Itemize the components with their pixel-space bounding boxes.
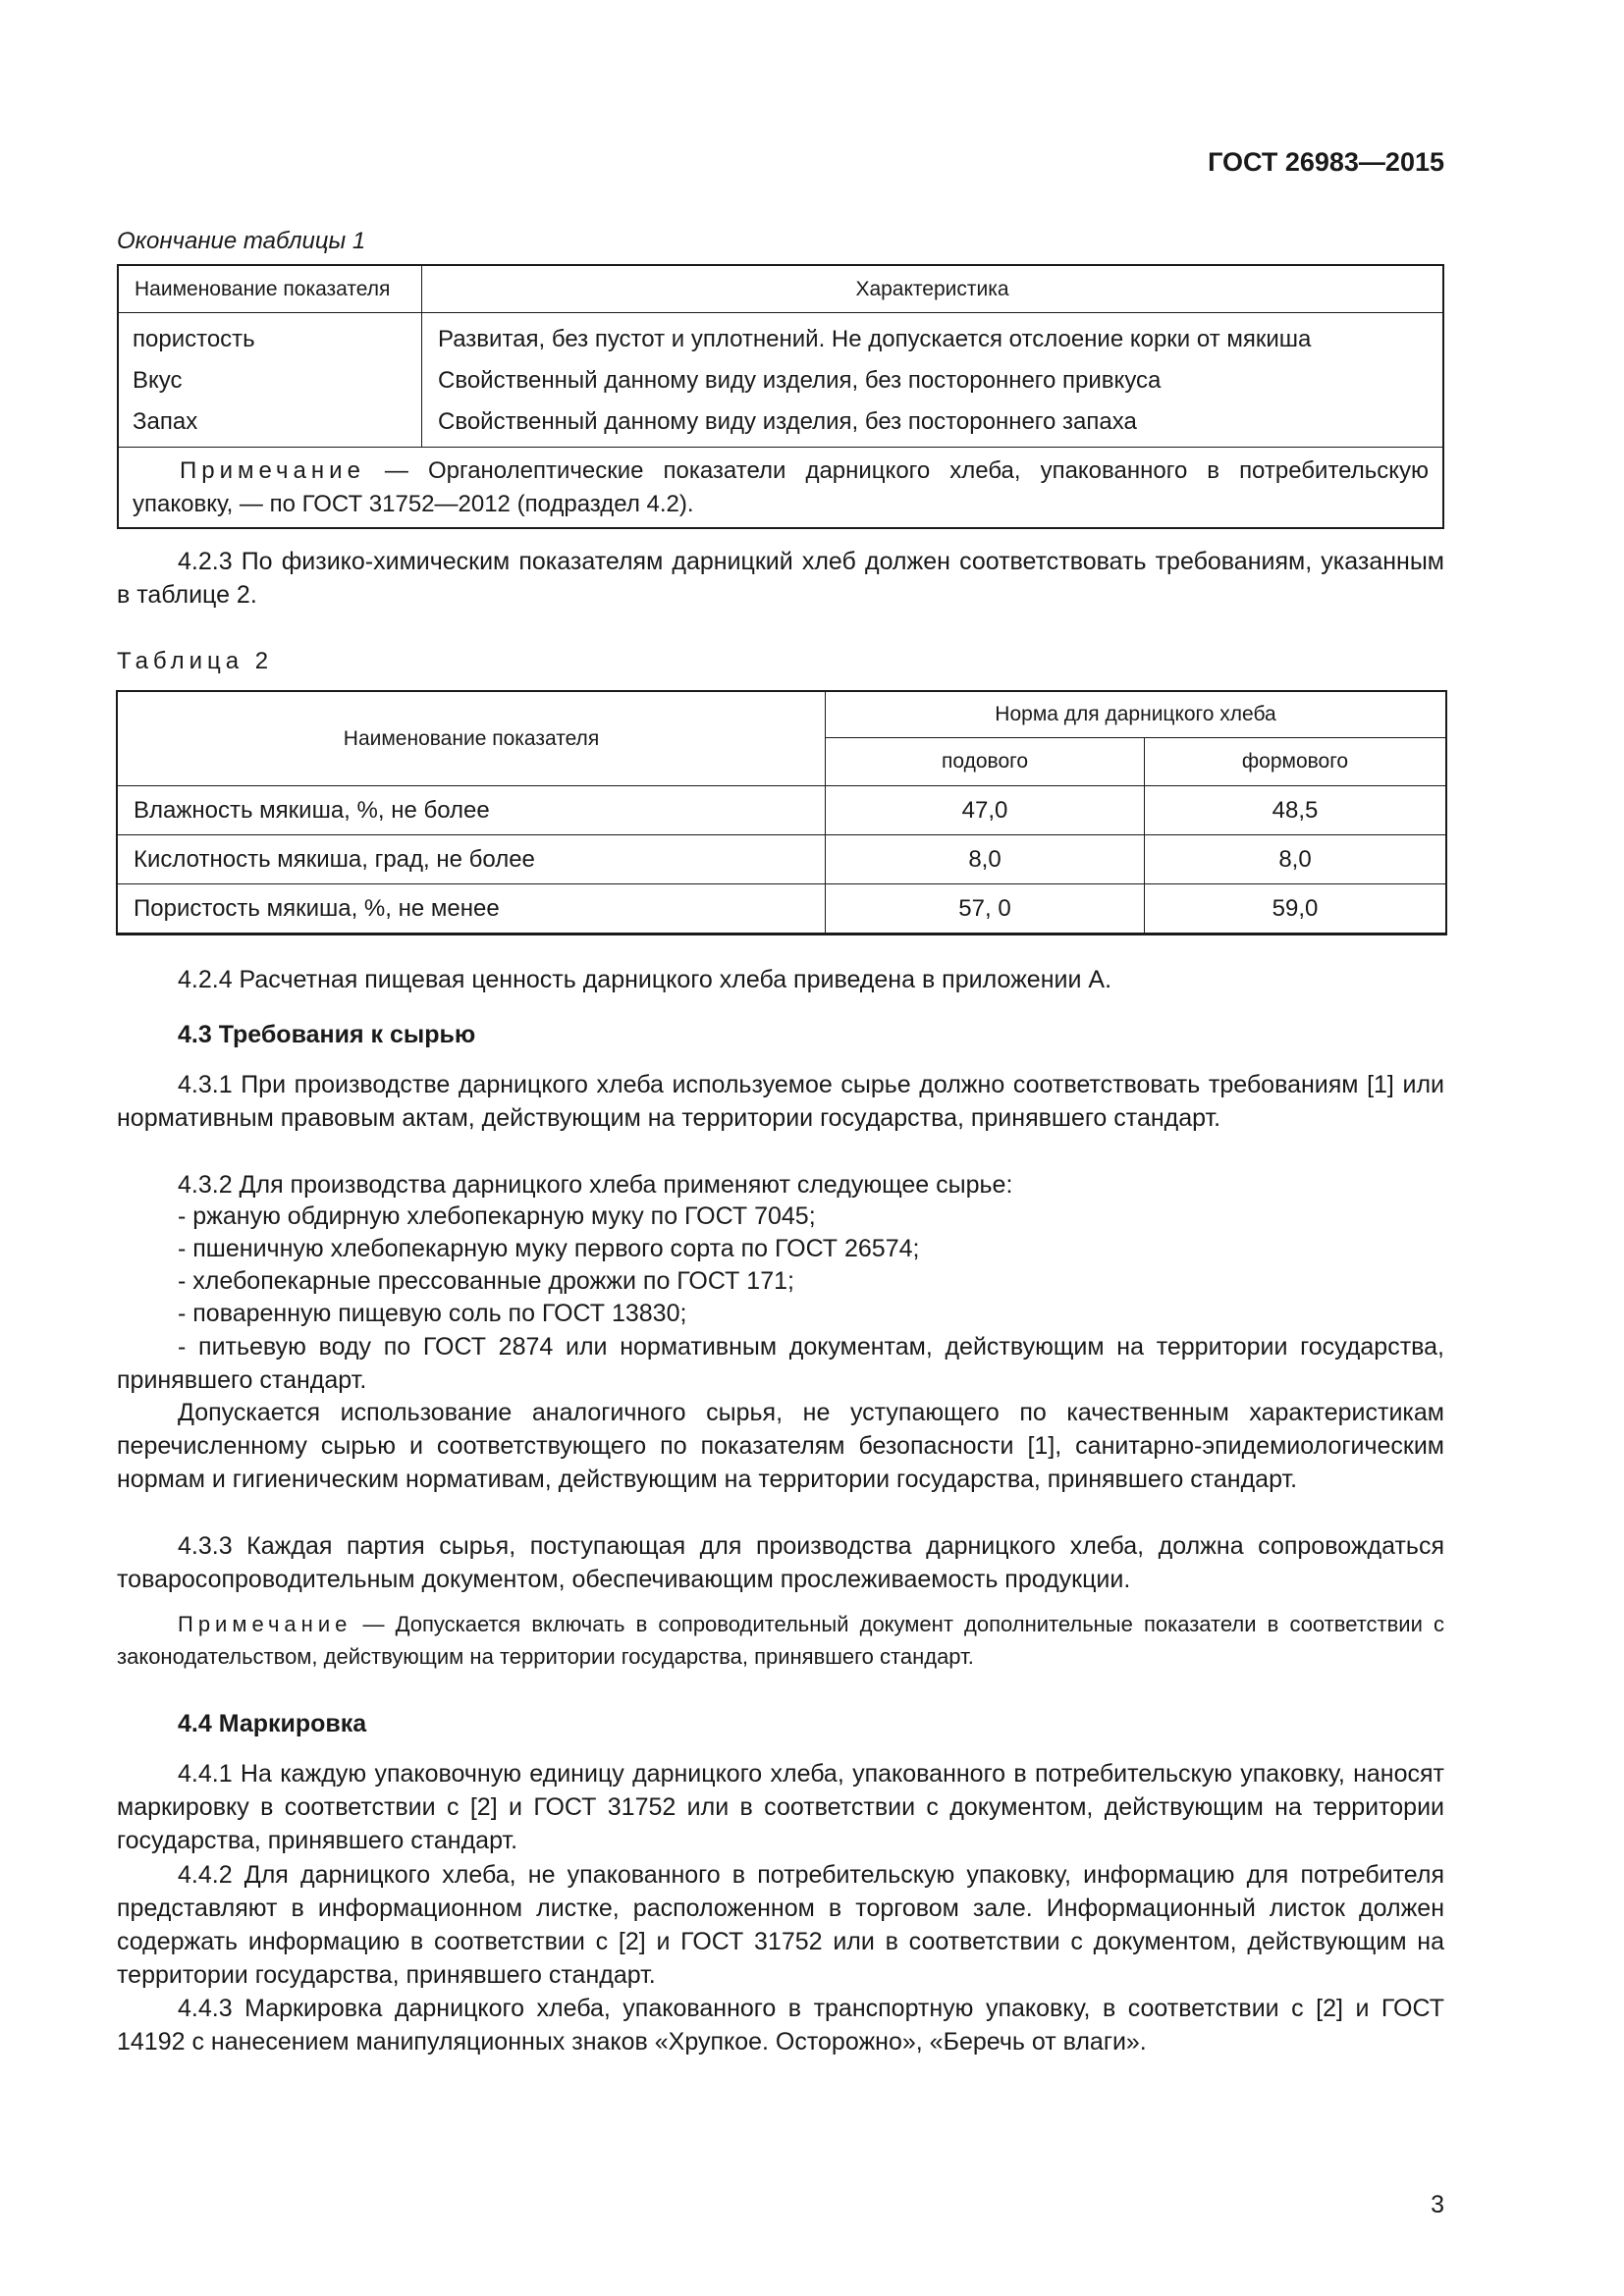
table1-row-name: пористость — [133, 326, 255, 352]
table2-sub-header-podovoy: подового — [826, 738, 1145, 786]
table1-body — [119, 313, 1442, 448]
note-label: Примечание — [178, 1612, 352, 1636]
table1-row-value: Свойственный данному виду изделия, без постороннего запаха — [438, 408, 1137, 435]
note-text: — Органолептические показатели дарницкого хлеба, упакованного в потребительскую упаковку, — по ГОСТ 31752—2012 (подраздел 4.2). — [133, 457, 1429, 517]
table-row — [118, 884, 1446, 934]
table-row — [118, 835, 1446, 884]
table1-col1-header: Наименование показателя — [119, 266, 422, 312]
table-row — [118, 786, 1446, 835]
paragraph-4-3-1: 4.3.1 При производстве дарницкого хлеба используемое сырье должно соответствовать требованиям [1] или нормативным правовым актам, действующим на территории государства, принявшего стандарт. — [117, 1071, 1444, 1132]
note-label: Примечание — [180, 457, 365, 484]
note-text: — Допускается включать в сопроводительный документ дополнительные показатели в соответствии с законодательством, действующим на территории государства, принявшего стандарт. — [117, 1612, 1444, 1669]
list-item: - поваренную пищевую соль по ГОСТ 13830; — [178, 1300, 687, 1327]
table1-note — [119, 448, 1442, 527]
list-item: - питьевую воду по ГОСТ 2874 или нормативным документам, действующим на территории государства, принявшего стандарт. — [117, 1333, 1444, 1394]
table2-row-value: 8,0 — [826, 835, 1145, 884]
table2-row-name: Кислотность мякиша, град, не более — [118, 835, 826, 884]
paragraph-4-3-3: 4.3.3 Каждая партия сырья, поступающая для производства дарницкого хлеба, должна сопровождаться товаросопроводительным документом, обеспечивающим прослеживаемость продукции. — [117, 1532, 1444, 1593]
table1-row-name: Вкус — [133, 367, 183, 394]
paragraph-4-4-1: 4.4.1 На каждую упаковочную единицу дарницкого хлеба, упакованного в потребительскую упаковку, наносят маркировку в соответствии с [2] и ГОСТ 31752 или в соответствии с документом, действующим на территории государства, принявшего стандарт. — [117, 1760, 1444, 1854]
section-4-4-title: 4.4 Маркировка — [178, 1710, 367, 1737]
document-id: ГОСТ 26983—2015 — [1208, 147, 1444, 177]
paragraph-4-3-2: 4.3.2 Для производства дарницкого хлеба применяют следующее сырье: — [178, 1171, 1013, 1199]
table2 — [117, 691, 1446, 934]
table2-group-header: Норма для дарницкого хлеба — [826, 692, 1446, 738]
section-4-3-note — [117, 1608, 1444, 1673]
table1 — [117, 264, 1444, 529]
table2-caption: Таблица 2 — [117, 648, 274, 674]
section-4-3-title: 4.3 Требования к сырью — [178, 1021, 476, 1048]
table1-header-row — [119, 266, 1442, 313]
table2-row-name: Влажность мякиша, %, не более — [118, 786, 826, 835]
table1-caption: Окончание таблицы 1 — [117, 228, 366, 254]
table1-row-name: Запах — [133, 408, 198, 435]
table2-col1-header: Наименование показателя — [118, 692, 826, 786]
table1-col2-header: Характеристика — [855, 277, 1009, 300]
paragraph-4-4-2: 4.4.2 Для дарницкого хлеба, не упакованного в потребительскую упаковку, информацию для потребителя представляют в информационном листке, расположенном в торговом зале. Информационный листок должен содержать информацию в соответствии с [2] и ГОСТ 31752 или в соответствии с документом, действующим на территории государства, принявшего стандарт. — [117, 1861, 1444, 1989]
list-item: - пшеничную хлебопекарную муку первого сорта по ГОСТ 26574; — [178, 1235, 920, 1262]
list-item: - ржаную обдирную хлебопекарную муку по ГОСТ 7045; — [178, 1202, 816, 1230]
table2-row-value: 59,0 — [1145, 884, 1446, 934]
list-item: - хлебопекарные прессованные дрожжи по ГОСТ 171; — [178, 1267, 794, 1295]
table2-row-value: 57, 0 — [826, 884, 1145, 934]
table2-row-value: 47,0 — [826, 786, 1145, 835]
paragraph-4-2-4: 4.2.4 Расчетная пищевая ценность дарницкого хлеба приведена в приложении А. — [178, 966, 1112, 993]
table1-row-value: Свойственный данному виду изделия, без постороннего привкуса — [438, 367, 1162, 394]
table2-row-value: 8,0 — [1145, 835, 1446, 884]
table2-sub-header-formovoy: формового — [1145, 738, 1446, 786]
paragraph-allowed: Допускается использование аналогичного сырья, не уступающего по качественным характеристикам перечисленному сырью и соответствующего по показателям безопасности [1], санитарно-эпидемиологическим нормам и гигиеническим нормативам, действующим на территории государства, принявшего стандарт. — [117, 1399, 1444, 1493]
paragraph-4-4-3: 4.4.3 Маркировка дарницкого хлеба, упакованного в транспортную упаковку, в соответствии с [2] и ГОСТ 14192 с нанесением манипуляционных знаков «Хрупкое. Осторожно», «Беречь от влаги». — [117, 1995, 1444, 2056]
table2-row-name: Пористость мякиша, %, не менее — [118, 884, 826, 934]
table1-row-value: Развитая, без пустот и уплотнений. Не допускается отслоение корки от мякиша — [438, 326, 1312, 352]
table2-row-value: 48,5 — [1145, 786, 1446, 835]
paragraph-4-2-3: 4.2.3 По физико-химическим показателям дарницкий хлеб должен соответствовать требованиям, указанным в таблице 2. — [117, 548, 1444, 609]
page-number: 3 — [1431, 2191, 1444, 2218]
